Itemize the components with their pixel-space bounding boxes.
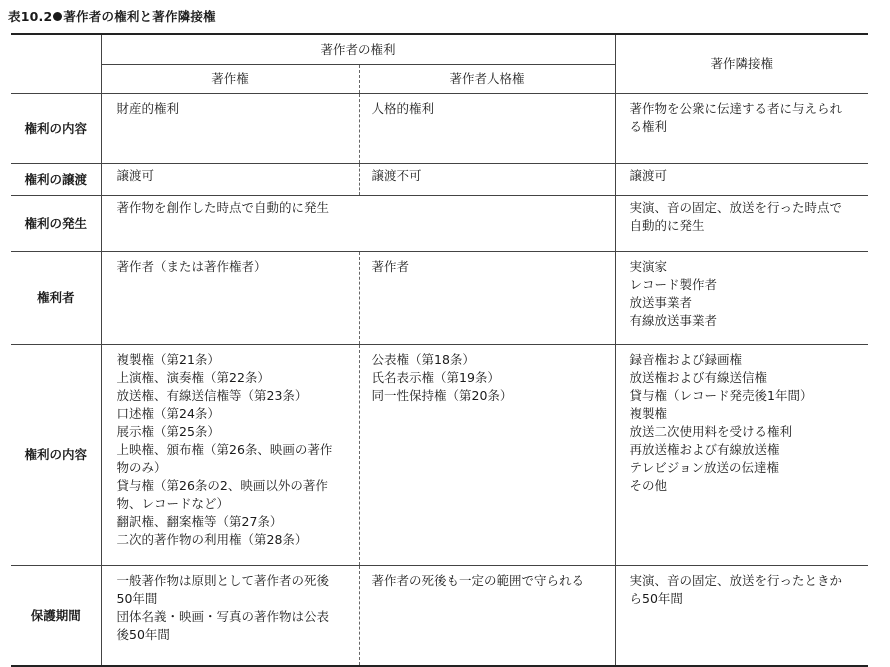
caption-title: 著作者の権利と著作隣接権 bbox=[63, 9, 216, 24]
header-neighboring-rights: 著作隣接権 bbox=[710, 56, 774, 71]
cell-line: 放送権、有線送信権等（第23条） bbox=[116, 388, 308, 403]
cell-copyright bbox=[101, 345, 359, 566]
cell-line: 複製権 bbox=[629, 406, 668, 421]
cell-line: 実演、音の固定、放送を行った時点で bbox=[629, 200, 843, 215]
cell-line: 公表権（第18条） bbox=[371, 352, 475, 367]
cell-line: その他 bbox=[629, 478, 668, 493]
cell-line: 著作物を創作した時点で自動的に発生 bbox=[116, 200, 330, 215]
cell-line: 自動的に発生 bbox=[629, 218, 705, 233]
table-row bbox=[11, 345, 868, 566]
cell-neighboring bbox=[615, 94, 868, 164]
cell-copyright bbox=[101, 566, 359, 667]
cell-line: 録音権および録画権 bbox=[629, 352, 743, 367]
cell-copyright bbox=[101, 94, 359, 164]
cell-line: 再放送権および有線放送権 bbox=[629, 442, 780, 457]
table-row bbox=[11, 94, 868, 164]
header-copyright: 著作権 bbox=[101, 65, 359, 94]
cell-line: 複製権（第21条） bbox=[116, 352, 220, 367]
row-label: 権利者 bbox=[11, 252, 101, 345]
cell-line: 著作者 bbox=[371, 259, 410, 274]
cell-line: 譲渡不可 bbox=[371, 168, 422, 183]
rights-table bbox=[11, 33, 868, 667]
cell-line: 上映権、頒布権（第26条、映画の著作 bbox=[116, 442, 333, 457]
table-row bbox=[11, 164, 868, 196]
cell-neighboring bbox=[615, 164, 868, 196]
cell-neighboring bbox=[615, 252, 868, 345]
cell-line: 貸与権（第26条の2、映画以外の著作 bbox=[116, 478, 328, 493]
cell-line: 翻訳権、翻案権等（第27条） bbox=[116, 514, 283, 529]
cell-line: 二次的著作物の利用権（第28条） bbox=[116, 532, 308, 547]
caption-number: 表10.2 bbox=[8, 9, 53, 24]
cell-line: る権利 bbox=[629, 119, 668, 134]
cell-line: レコード製作者 bbox=[629, 277, 718, 292]
cell-line: 人格的権利 bbox=[371, 101, 435, 116]
table-row bbox=[11, 252, 868, 345]
cell-line: 譲渡可 bbox=[116, 168, 155, 183]
cell-line: 著作者（または著作権者） bbox=[116, 259, 267, 274]
cell-line: 氏名表示権（第19条） bbox=[371, 370, 500, 385]
cell-line: 放送二次使用料を受ける権利 bbox=[629, 424, 793, 439]
table-row bbox=[11, 566, 868, 667]
cell-line: 同一性保持権（第20条） bbox=[371, 388, 513, 403]
cell-moral bbox=[359, 252, 615, 345]
cell-neighboring bbox=[615, 566, 868, 667]
cell-line: 後50年間 bbox=[116, 627, 170, 642]
cell-moral bbox=[359, 94, 615, 164]
row-label: 権利の譲渡 bbox=[11, 164, 101, 196]
row-label: 保護期間 bbox=[11, 566, 101, 667]
cell-line: 著作者の死後も一定の範囲で守られる bbox=[371, 573, 585, 588]
cell-line: 展示権（第25条） bbox=[116, 424, 220, 439]
cell-line: 実演家 bbox=[629, 259, 668, 274]
cell-line: 一般著作物は原則として著作者の死後 bbox=[116, 573, 330, 588]
cell-line: テレビジョン放送の伝達権 bbox=[629, 460, 780, 475]
cell-line: 団体名義・映画・写真の著作物は公表 bbox=[116, 609, 330, 624]
row-label: 権利の内容 bbox=[11, 345, 101, 566]
table-caption bbox=[8, 7, 216, 25]
table-row bbox=[11, 196, 868, 252]
cell-line: ら50年間 bbox=[629, 591, 683, 606]
cell-line: 有線放送事業者 bbox=[629, 313, 718, 328]
cell-moral bbox=[359, 164, 615, 196]
cell-line: 財産的権利 bbox=[116, 101, 180, 116]
bullet-icon bbox=[53, 12, 62, 21]
cell-line: 貸与権（レコード発売後1年間） bbox=[629, 388, 813, 403]
cell-line: 上演権、演奏権（第22条） bbox=[116, 370, 270, 385]
cell-line: 実演、音の固定、放送を行ったときか bbox=[629, 573, 843, 588]
header-author-rights: 著作者の権利 bbox=[101, 34, 615, 65]
cell-copyright-merged bbox=[101, 196, 615, 252]
cell-neighboring bbox=[615, 196, 868, 252]
cell-moral bbox=[359, 566, 615, 667]
row-label: 権利の発生 bbox=[11, 196, 101, 252]
cell-moral bbox=[359, 345, 615, 566]
cell-copyright bbox=[101, 164, 359, 196]
cell-line: 著作物を公衆に伝達する者に与えられ bbox=[629, 101, 843, 116]
cell-line: 50年間 bbox=[116, 591, 158, 606]
cell-line: 物のみ） bbox=[116, 460, 167, 475]
header-moral-rights: 著作者人格権 bbox=[359, 65, 615, 94]
header-corner bbox=[11, 34, 101, 94]
cell-line: 放送事業者 bbox=[629, 295, 693, 310]
cell-line: 放送権および有線送信権 bbox=[629, 370, 768, 385]
cell-line: 物、レコードなど） bbox=[116, 496, 230, 511]
row-label: 権利の内容 bbox=[11, 94, 101, 164]
cell-line: 譲渡可 bbox=[629, 168, 668, 183]
cell-line: 口述権（第24条） bbox=[116, 406, 220, 421]
cell-neighboring bbox=[615, 345, 868, 566]
cell-copyright bbox=[101, 252, 359, 345]
